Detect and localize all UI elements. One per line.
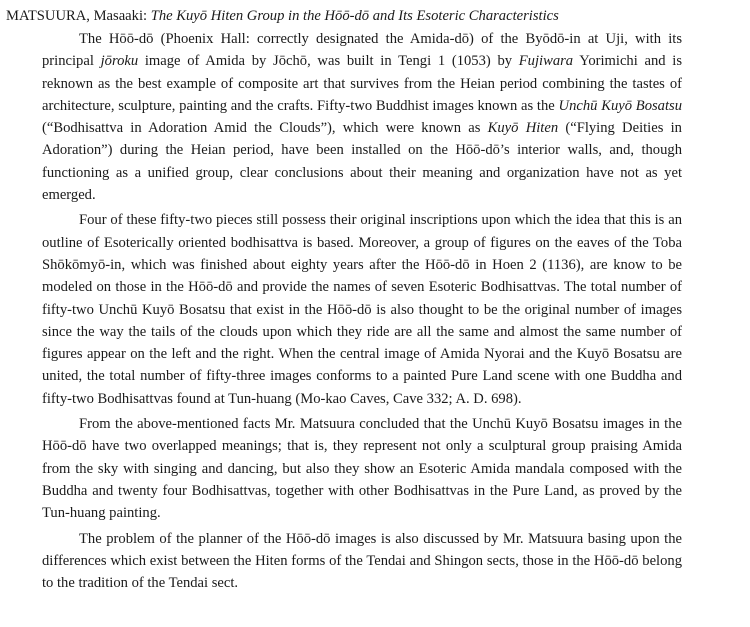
paragraph-2	[42, 209, 682, 410]
text-run: (“Bodhisattva in Adoration Amid the Clouds”), which were known as	[42, 120, 488, 137]
italic-term: Fujiwara	[518, 53, 574, 70]
paragraph-4	[42, 528, 682, 595]
text-run: (“Flying Deities in Adoration”) during the Heian period, have been installed on the Hōō-dō’s interior walls, and, though functioning as a unified group, clear conclusions about their meaning and organization have not as yet emerged.	[42, 120, 682, 204]
italic-term: Unchū Kuyō Bosatsu	[558, 97, 682, 114]
abstract-body	[42, 28, 682, 594]
italic-term: jōroku	[100, 53, 139, 70]
text-run: Yorimichi and is reknown as the best example of composite art that survives from the Heian period combining the tastes of architecture, sculpture, painting and the crafts. Fifty-two Buddhist images known as the	[42, 53, 683, 114]
text-run: The Hōō-dō (Phoenix Hall: correctly designated the Amida-dō) of the Byōdō-in at Uji, with its principal	[42, 31, 682, 70]
text-run: image of Amida by Jōchō, was built in Tengi 1 (1053) by	[138, 53, 519, 70]
author-name: MATSUURA, Masaaki:	[6, 8, 148, 24]
paragraph-3	[42, 413, 682, 524]
text-run: From the above-mentioned facts Mr. Matsuura concluded that the Unchū Kuyō Bosatsu images in the Hōō-dō have two overlapped meanings; that is, they represent not only a sculptural group praising Amida from the sky with singing and dancing, but also they show an Esoteric Amida mandala composed with the Buddha and twenty four Bodhisattvas, together with other Bodhisattvas in the Pure Land, as proved by the Tun-huang painting.	[42, 416, 682, 522]
paragraph-1	[42, 28, 682, 206]
text-run: Four of these fifty-two pieces still possess their original inscriptions upon which the idea that this is an outline of Esoterically oriented bodhisattva is based. Moreover, a group of figures on the eaves of the Toba Shōkōmyō-in, which was finished about eighty years after the Hōō-dō in Hoen 2 (1136), are know to be modeled on those in the Hōō-dō and provide the names of seven Esoteric Bodhisattvas. The total number of fifty-two Unchū Kuyō Bosatsu that exist in the Hōō-dō is also thought to be the original number of images since the way the tails of the clouds upon which they ride are all the same and almost the same number of figures appear on the left and the right. When the central image of Amida Nyorai and the Kuyō Bosatsu are united, the total number of fifty-three images conforms to a painted Pure Land scene with one Buddha and fifty-two Bodhisattvas found at Tun-huang (Mo-kao Caves, Cave 332; A. D. 698).	[42, 212, 682, 407]
abstract-page	[6, 4, 683, 594]
abstract-heading	[6, 4, 682, 28]
text-run: The problem of the planner of the Hōō-dō images is also discussed by Mr. Matsuura basing upon the differences which exist between the Hiten forms of the Tendai and Shingon sects, those in the Hōō-dō belong to the tradition of the Tendai sect.	[42, 530, 682, 592]
italic-term: Kuyō Hiten	[487, 120, 559, 137]
article-title: The Kuyō Hiten Group in the Hōō-dō and Its Esoteric Characteristics	[150, 8, 559, 24]
